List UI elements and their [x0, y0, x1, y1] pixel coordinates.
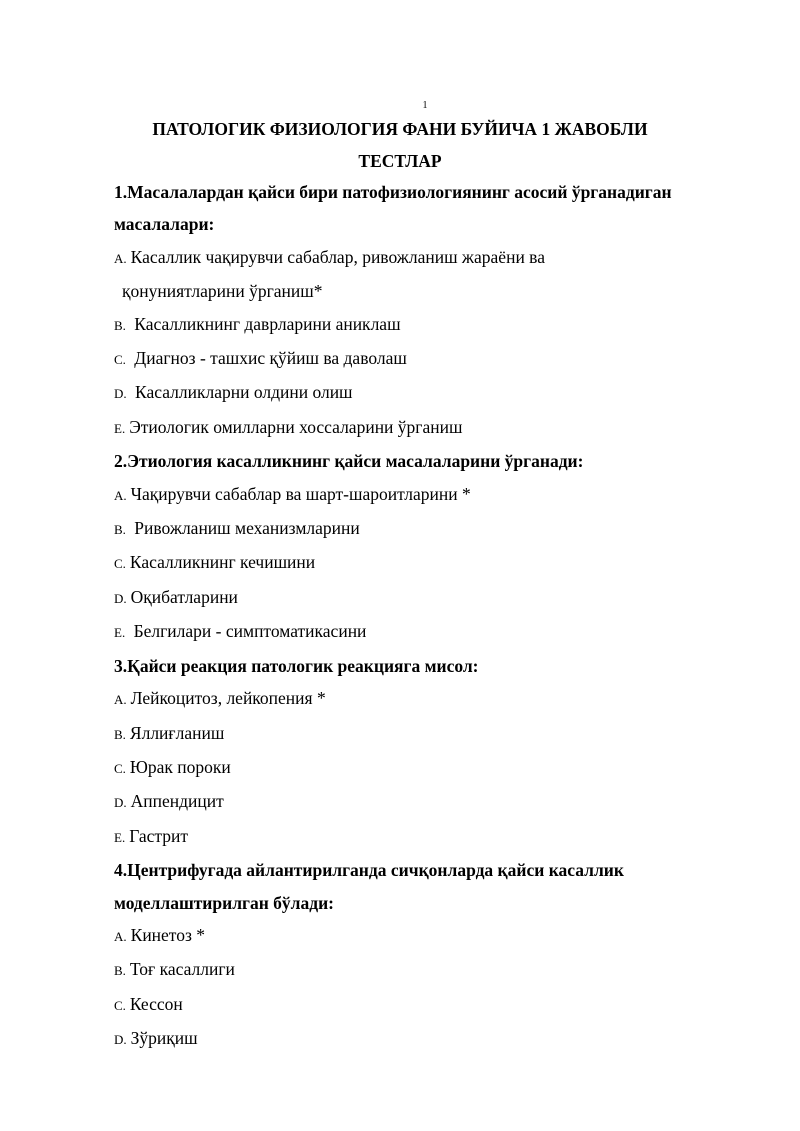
- option-b: [114, 308, 734, 342]
- option-letter: A.: [114, 250, 127, 266]
- option-text: Касалликларни олдини олиш: [135, 382, 353, 403]
- option-text: Оқибатларини: [130, 586, 238, 607]
- option-text: Касалликнинг даврларини аниклаш: [134, 313, 401, 334]
- option-text: Тоғ касаллиги: [129, 959, 235, 980]
- option-letter: C.: [114, 997, 126, 1013]
- option-d: [114, 581, 734, 615]
- option-letter: D.: [114, 590, 127, 606]
- option-text: Чақирувчи сабаблар ва шарт-шароитларини *: [130, 483, 471, 504]
- option-letter: A.: [114, 928, 127, 944]
- question-text: 4.Центрифугада айлантирилганда сичқонларда қайси касаллик моделлаштирилган бўлади:: [114, 860, 624, 913]
- option-a: [114, 682, 734, 716]
- option-e: [114, 615, 734, 649]
- option-letter: D.: [114, 1032, 127, 1048]
- option-text: Гастрит: [129, 825, 189, 846]
- option-text-continued: қонуниятларини ўрганиш*: [122, 281, 323, 302]
- option-text: Яллиғланиш: [129, 722, 225, 743]
- option-text: Диагноз - ташхис қўйиш ва даволаш: [134, 348, 407, 369]
- question-text: 1.Масалалардан қайси бири патофизиологиянинг асосий ўрганадиган масалалари:: [114, 182, 672, 235]
- option-letter: B.: [114, 522, 126, 538]
- option-letter: D.: [114, 386, 127, 402]
- page-number: 1: [422, 100, 428, 111]
- option-letter: D.: [114, 795, 127, 811]
- option-c: [114, 546, 734, 580]
- option-e: [114, 411, 734, 445]
- option-letter: A.: [114, 692, 127, 708]
- test-content: [114, 176, 734, 1057]
- option-letter: E.: [114, 625, 126, 641]
- option-b: [114, 717, 734, 751]
- option-text: Белгилари - симптоматикасини: [133, 621, 367, 642]
- question-4: [114, 854, 734, 1056]
- option-letter: E.: [114, 420, 126, 436]
- option-letter: C.: [114, 556, 126, 572]
- option-letter: C.: [114, 760, 126, 776]
- option-a: [114, 919, 734, 953]
- question-2: [114, 445, 734, 649]
- option-letter: C.: [114, 352, 126, 368]
- option-text: Этиологик омилларни хоссаларини ўрганиш: [129, 416, 463, 437]
- option-text: Касаллик чақирувчи сабаблар, ривожланиш жараёни ва: [130, 246, 545, 267]
- option-text: Лейкоцитоз, лейкопения *: [130, 688, 326, 709]
- title-line-2: ТЕСТЛАР: [358, 151, 442, 171]
- question-text: 2.Этиология касалликнинг қайси масалаларини ўрганади:: [114, 451, 584, 472]
- option-letter: B.: [114, 726, 126, 742]
- option-a: [114, 478, 734, 512]
- option-letter: B.: [114, 963, 126, 979]
- title-line-1: ПАТОЛОГИК ФИЗИОЛОГИЯ ФАНИ БУЙИЧА 1 ЖАВОБЛИ: [152, 119, 648, 139]
- question-1: [114, 176, 734, 445]
- option-b: [114, 512, 734, 546]
- option-letter: E.: [114, 829, 126, 845]
- document-title: [100, 113, 700, 177]
- question-text: 3.Қайси реакция патологик реакцияга мисол:: [114, 655, 479, 676]
- option-d: [114, 785, 734, 819]
- option-text: Зўриқиш: [130, 1028, 198, 1049]
- option-b: [114, 953, 734, 987]
- option-letter: B.: [114, 317, 126, 333]
- option-c: [114, 988, 734, 1022]
- option-d: [114, 376, 734, 410]
- option-text: Ривожланиш механизмларини: [134, 518, 360, 539]
- option-e: [114, 820, 734, 854]
- question-3: [114, 650, 734, 854]
- option-text: Кессон: [129, 993, 183, 1014]
- option-text: Аппендицит: [130, 791, 224, 812]
- option-c: [114, 751, 734, 785]
- option-a: [114, 241, 734, 308]
- option-text: Касалликнинг кечишини: [129, 552, 316, 573]
- option-d: [114, 1022, 734, 1056]
- option-letter: A.: [114, 487, 127, 503]
- option-text: Юрак пороки: [129, 756, 231, 777]
- option-c: [114, 342, 734, 376]
- option-text: Кинетоз *: [130, 924, 206, 945]
